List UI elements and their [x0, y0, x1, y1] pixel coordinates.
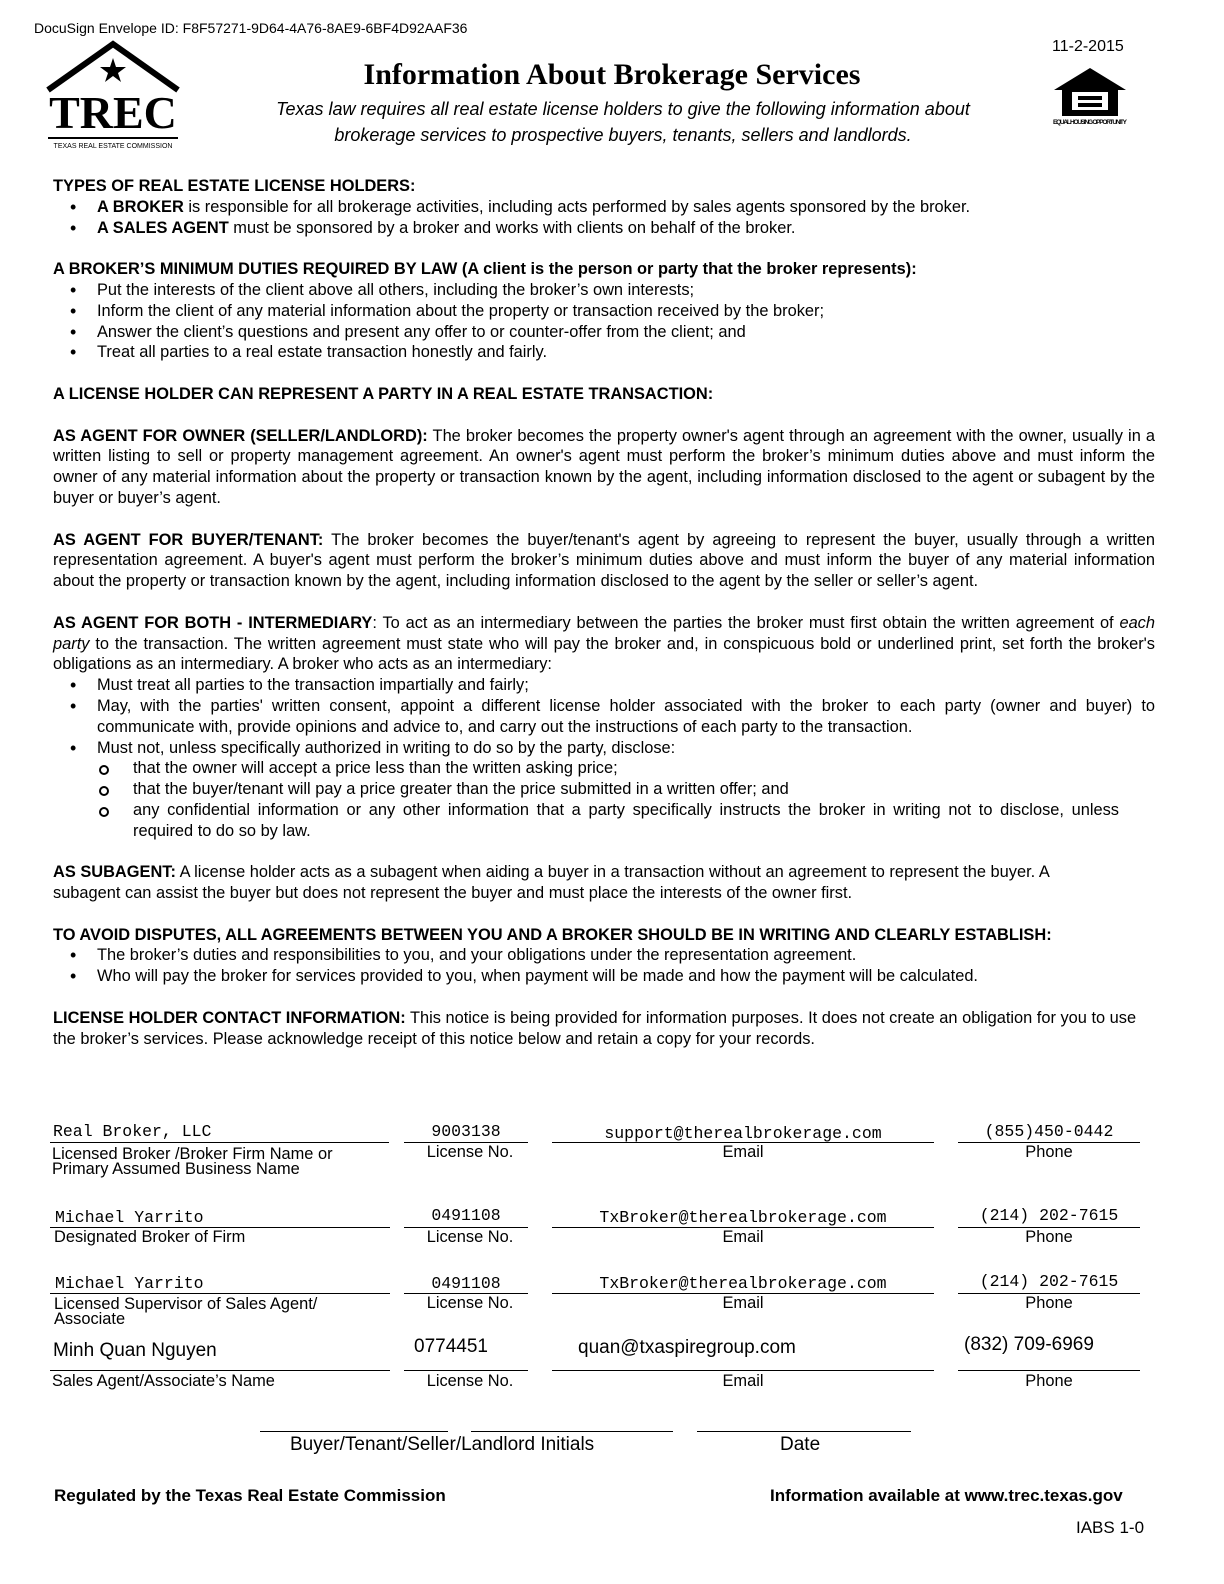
designated-broker-email-field[interactable]: TxBroker@therealbrokerage.com — [599, 1208, 887, 1227]
supervisor-phone-field[interactable]: (214) 202-7615 — [979, 1272, 1119, 1291]
supervisor-email-field[interactable]: TxBroker@therealbrokerage.com — [599, 1274, 887, 1293]
field-underline — [552, 1370, 934, 1371]
trec-logo-subtext: TEXAS REAL ESTATE COMMISSION — [53, 143, 173, 150]
license-label: License No. — [426, 1143, 514, 1161]
broker-name-label: Licensed Broker /Broker Firm Name or Primary Assumed Business Name — [52, 1145, 333, 1178]
date-label: Date — [780, 1434, 821, 1455]
phone-label: Phone — [1025, 1372, 1073, 1390]
designated-broker-phone-field[interactable]: (214) 202-7615 — [979, 1206, 1119, 1225]
trec-logo — [42, 40, 184, 152]
list-item: • Inform the client of any material information about the property or transaction received by the broker; — [53, 301, 1155, 322]
license-label: License No. — [426, 1228, 514, 1246]
docusign-envelope-id: DocuSign Envelope ID: F8F57271-9D64-4A76-8AE9-6BF4D92AAF36 — [34, 20, 468, 36]
duties-heading: A BROKER’S MINIMUM DUTIES REQUIRED BY LAW (A client is the person or party that the broker represents): — [53, 260, 917, 279]
buyer-paragraph: AS AGENT FOR BUYER/TENANT: The broker becomes the buyer/tenant's agent by agreeing to represent the buyer, usually through a written representation agreement. A buyer's agent must perform the broker’s minimum duties above and must inform the buyer of any material information about the property or transaction known by the agent, including information disclosed to the agent by the seller or seller’s agent. — [53, 530, 1155, 591]
field-underline — [50, 1293, 390, 1294]
document-body — [53, 176, 1155, 1049]
equal-housing-logo — [1050, 64, 1130, 134]
list-item: • The broker’s duties and responsibilities to you, and your obligations under the representation agreement. — [53, 945, 1155, 966]
supervisor-label: Licensed Supervisor of Sales Agent/ Associate — [54, 1295, 318, 1328]
equal-housing-icon — [1050, 64, 1130, 134]
disclose-sublist — [53, 758, 1119, 841]
phone-label: Phone — [1025, 1143, 1073, 1161]
field-underline — [958, 1370, 1140, 1371]
supervisor-license-field[interactable]: 0491108 — [431, 1274, 501, 1293]
designated-broker-license-field[interactable]: 0491108 — [431, 1206, 501, 1225]
trec-logo-text: TREC — [49, 87, 177, 138]
sales-agent-phone-field[interactable]: (832) 709-6969 — [964, 1334, 1094, 1355]
subtitle-line-1: Texas law requires all real estate license holders to give the following information about — [276, 99, 970, 119]
list-item: • Who will pay the broker for services provided to you, when payment will be made and how the payment will be calculated. — [53, 966, 1155, 987]
initials-line-2[interactable] — [471, 1431, 673, 1432]
list-item: • Must treat all parties to the transaction impartially and fairly; — [53, 675, 1155, 696]
license-label: License No. — [426, 1294, 514, 1312]
sales-agent-email-field[interactable]: quan@txaspiregroup.com — [578, 1337, 796, 1358]
email-label: Email — [722, 1228, 764, 1246]
broker-email-field[interactable]: support@therealbrokerage.com — [604, 1124, 882, 1143]
list-item: • Treat all parties to a real estate transaction honestly and fairly. — [53, 342, 1155, 363]
initials-line-1[interactable] — [260, 1431, 448, 1432]
designated-broker-label: Designated Broker of Firm — [54, 1228, 246, 1246]
sub-list-item: that the buyer/tenant will pay a price greater than the price submitted in a written offer; and — [53, 779, 1119, 800]
page-title: Information About Brokerage Services — [363, 58, 861, 91]
phone-label: Phone — [1025, 1228, 1073, 1246]
intermediary-paragraph: AS AGENT FOR BOTH - INTERMEDIARY: To act as an intermediary between the parties the broker must first obtain the written agreement of each party to the transaction. The written agreement must state who will pay the broker and, in conspicuous bold or underlined print, set forth the broker's obligations as an intermediary. A broker who acts as an intermediary: — [53, 613, 1155, 674]
owner-paragraph: AS AGENT FOR OWNER (SELLER/LANDLORD): The broker becomes the property owner's agent through an agreement with the owner, usually in a written listing to sell or property management agreement. An owner's agent must perform the broker’s minimum duties above and must inform the owner of any material information about the property or transaction known by the agent, including information disclosed to the agent or subagent by the buyer or buyer’s agent. — [53, 426, 1155, 507]
types-heading: TYPES OF REAL ESTATE LICENSE HOLDERS: — [53, 177, 416, 195]
footer-regulated: Regulated by the Texas Real Estate Commission — [54, 1486, 446, 1505]
email-label: Email — [722, 1372, 764, 1390]
phone-label: Phone — [1025, 1294, 1073, 1312]
field-underline — [404, 1370, 528, 1371]
intermediary-list — [53, 675, 1155, 758]
broker-license-field[interactable]: 9003138 — [431, 1122, 501, 1141]
equal-housing-text: EQUAL HOUSING OPPORTUNITY — [1053, 119, 1127, 126]
list-item: • A BROKER is responsible for all brokerage activities, including acts performed by sales agents sponsored by the broker. — [53, 197, 1155, 218]
sub-list-item: any confidential information or any other information that a party specifically instructs the broker in writing not to disclose, unless required to do so by law. — [53, 800, 1119, 842]
subagent-paragraph: AS SUBAGENT: A license holder acts as a subagent when aiding a buyer in a transaction without an agreement to represent the buyer. A subagent can assist the buyer but does not represent the buyer and must place the interests of the owner first. — [53, 863, 1049, 903]
initials-label: Buyer/Tenant/Seller/Landlord Initials — [290, 1434, 595, 1455]
trec-logo-icon — [42, 40, 184, 152]
contact-paragraph: LICENSE HOLDER CONTACT INFORMATION: This notice is being provided for information purposes. It does not create an obligation for you to use the broker’s services. Please acknowledge receipt of this notice below and retain a copy for your records. — [53, 1008, 1137, 1048]
list-item: • Answer the client’s questions and present any offer to or counter-offer from the client; and — [53, 322, 1155, 343]
email-label: Email — [722, 1143, 764, 1161]
supervisor-name-field[interactable]: Michael Yarrito — [55, 1274, 204, 1293]
designated-broker-name-field[interactable]: Michael Yarrito — [55, 1208, 204, 1227]
list-item: • Put the interests of the client above all others, including the broker’s own interests; — [53, 280, 1155, 301]
duties-list — [53, 280, 1155, 363]
field-underline — [50, 1142, 389, 1143]
broker-firm-name-field[interactable]: Real Broker, LLC — [53, 1122, 212, 1141]
date-line[interactable] — [697, 1431, 911, 1432]
disputes-list — [53, 945, 1155, 987]
list-item: • A SALES AGENT must be sponsored by a broker and works with clients on behalf of the broker. — [53, 218, 1155, 239]
page-subtitle — [220, 96, 1026, 148]
email-label: Email — [722, 1294, 764, 1312]
disputes-heading: TO AVOID DISPUTES, ALL AGREEMENTS BETWEEN YOU AND A BROKER SHOULD BE IN WRITING AND CLEARLY ESTABLISH: — [53, 925, 1052, 944]
license-label: License No. — [426, 1372, 514, 1390]
field-underline — [50, 1370, 390, 1371]
sub-list-item: that the owner will accept a price less than the written asking price; — [53, 758, 1119, 779]
sales-agent-label: Sales Agent/Associate’s Name — [52, 1372, 275, 1390]
represent-heading: A LICENSE HOLDER CAN REPRESENT A PARTY IN A REAL ESTATE TRANSACTION: — [53, 384, 714, 403]
sales-agent-name-field[interactable]: Minh Quan Nguyen — [53, 1340, 217, 1361]
subtitle-line-2: brokerage services to prospective buyers, tenants, sellers and landlords. — [334, 125, 912, 145]
footer-info-link[interactable]: Information available at www.trec.texas.gov — [770, 1486, 1123, 1505]
form-id: IABS 1-0 — [1076, 1518, 1145, 1537]
form-date: 11-2-2015 — [1052, 38, 1124, 55]
types-list — [53, 197, 1155, 239]
sales-agent-license-field[interactable]: 0774451 — [414, 1336, 488, 1357]
list-item: • Must not, unless specifically authorized in writing to do so by the party, disclose: — [53, 738, 1155, 759]
broker-phone-field[interactable]: (855)450-0442 — [984, 1122, 1114, 1141]
list-item: • May, with the parties' written consent, appoint a different license holder associated with the broker to each party (owner and buyer) to communicate with, provide opinions and advice to, and carry out the instructions of each party to the transaction. — [53, 696, 1155, 738]
